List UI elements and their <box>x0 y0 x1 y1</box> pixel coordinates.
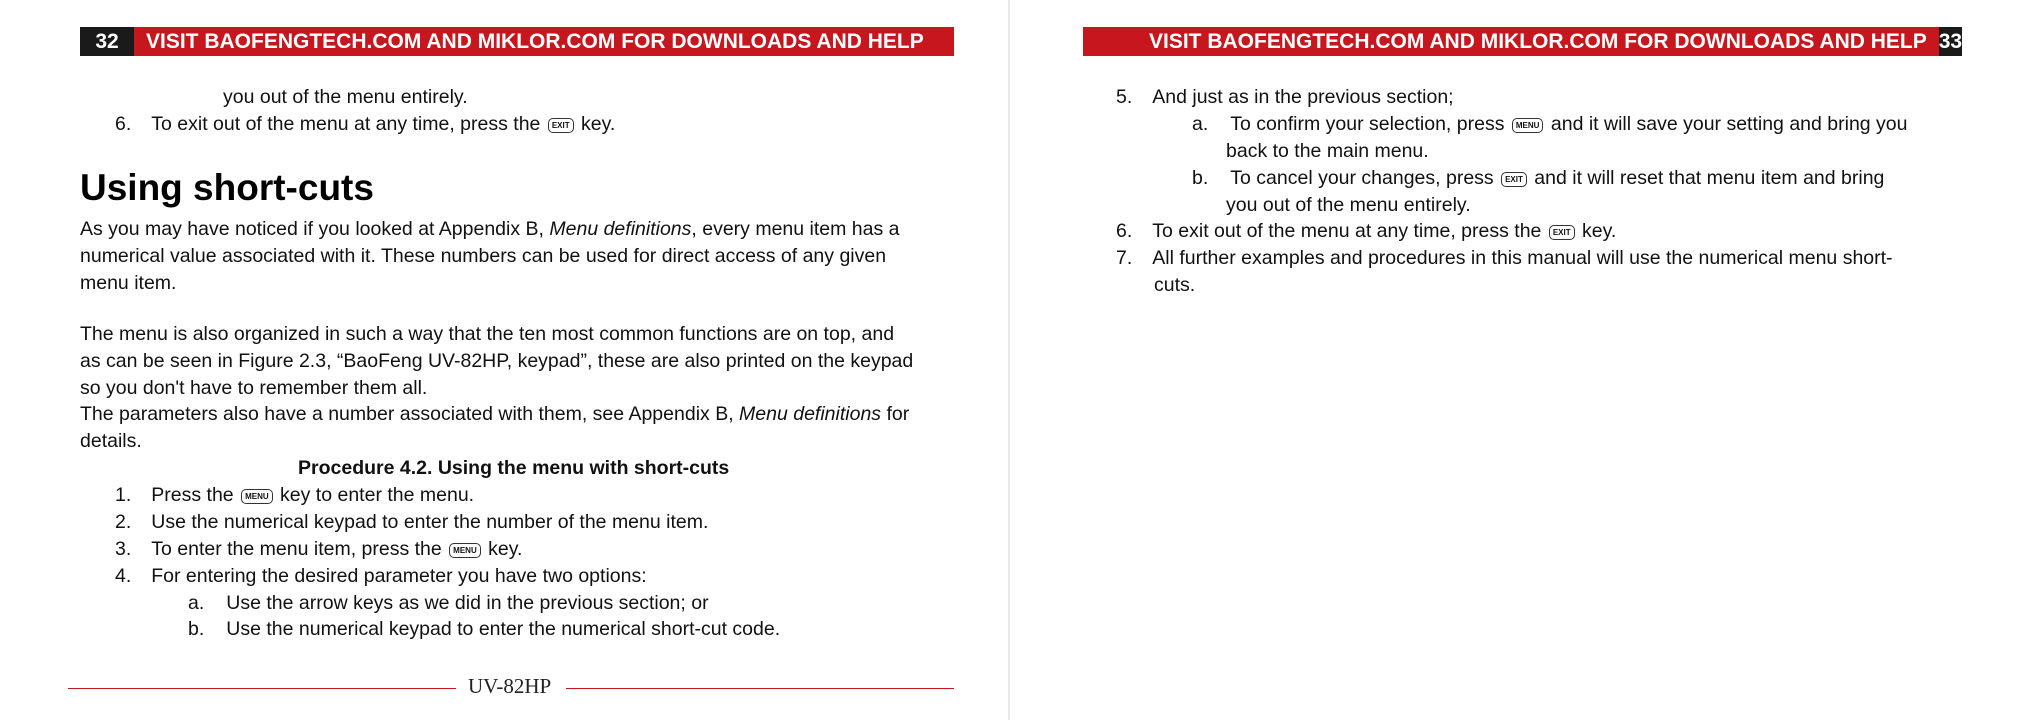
page-number-right: 33 <box>1939 27 1962 56</box>
step-4-option-a: a. Use the arrow keys as we did in the previous section; or <box>188 592 709 614</box>
header-banner-right: VISIT BAOFENGTECH.COM AND MIKLOR.COM FOR DOWNLOADS AND HELP <box>1083 27 1939 56</box>
step-4: 4. For entering the desired parameter you have two options: <box>115 565 647 587</box>
list-item-5-b: b. To cancel your changes, press EXIT and it will reset that menu item and bring <box>1192 167 1885 189</box>
list-item-6: 6. To exit out of the menu at any time, press the EXIT key. <box>115 113 616 135</box>
footer-rule-left <box>68 688 456 689</box>
section-heading: Using short-cuts <box>80 167 374 208</box>
continued-line: you out of the menu entirely. <box>223 86 468 108</box>
step-1: 1. Press the MENU key to enter the menu. <box>115 484 475 506</box>
procedure-title: Procedure 4.2. Using the menu with short-cuts <box>298 457 730 479</box>
footer-rule-right <box>566 688 954 689</box>
exit-key-icon: EXIT <box>1549 225 1575 240</box>
paragraph-2-line-1: The menu is also organized in such a way that the ten most common functions are on top, and <box>80 323 895 345</box>
list-item-6: 6. To exit out of the menu at any time, press the EXIT key. <box>1116 220 1617 242</box>
paragraph-1-line-2: numerical value associated with it. These numbers can be used for direct access of any given <box>80 245 887 267</box>
paragraph-3-line-2: details. <box>80 430 142 452</box>
list-item-5-a-line-2: back to the main menu. <box>1226 140 1429 162</box>
step-3: 3. To enter the menu item, press the MENU key. <box>115 538 523 560</box>
right-page <box>1010 0 2018 720</box>
list-item-5: 5. And just as in the previous section; <box>1116 86 1454 108</box>
menu-key-icon: MENU <box>1512 118 1544 133</box>
page-number-left: 32 <box>80 27 134 56</box>
list-item-7: 7. All further examples and procedures in this manual will use the numerical menu short- <box>1116 247 1893 269</box>
left-page-header <box>80 27 954 56</box>
exit-key-icon: EXIT <box>548 118 574 133</box>
step-2: 2. Use the numerical keypad to enter the number of the menu item. <box>115 511 709 533</box>
paragraph-1-line-3: menu item. <box>80 272 177 294</box>
paragraph-2-line-3: so you don't have to remember them all. <box>80 377 428 399</box>
paragraph-3-line-1: The parameters also have a number associated with them, see Appendix B, Menu definitions for <box>80 403 910 425</box>
footer-model: UV-82HP <box>468 674 552 698</box>
paragraph-2-line-2: as can be seen in Figure 2.3, “BaoFeng UV-82HP, keypad”, these are also printed on the keypad <box>80 350 914 372</box>
menu-key-icon: MENU <box>241 489 273 504</box>
right-page-header <box>1083 27 1961 56</box>
list-item-7-line-2: cuts. <box>1154 274 1196 296</box>
header-banner-left: VISIT BAOFENGTECH.COM AND MIKLOR.COM FOR DOWNLOADS AND HELP <box>134 27 954 56</box>
step-4-option-b: b. Use the numerical keypad to enter the numerical short-cut code. <box>188 618 781 640</box>
exit-key-icon: EXIT <box>1501 172 1527 187</box>
menu-key-icon: MENU <box>449 543 481 558</box>
list-item-5-b-line-2: you out of the menu entirely. <box>1226 194 1471 216</box>
list-item-5-a: a. To confirm your selection, press MENU and it will save your setting and bring you <box>1192 113 1908 135</box>
paragraph-1-line-1: As you may have noticed if you looked at Appendix B, Menu definitions, every menu item has a <box>80 218 900 240</box>
